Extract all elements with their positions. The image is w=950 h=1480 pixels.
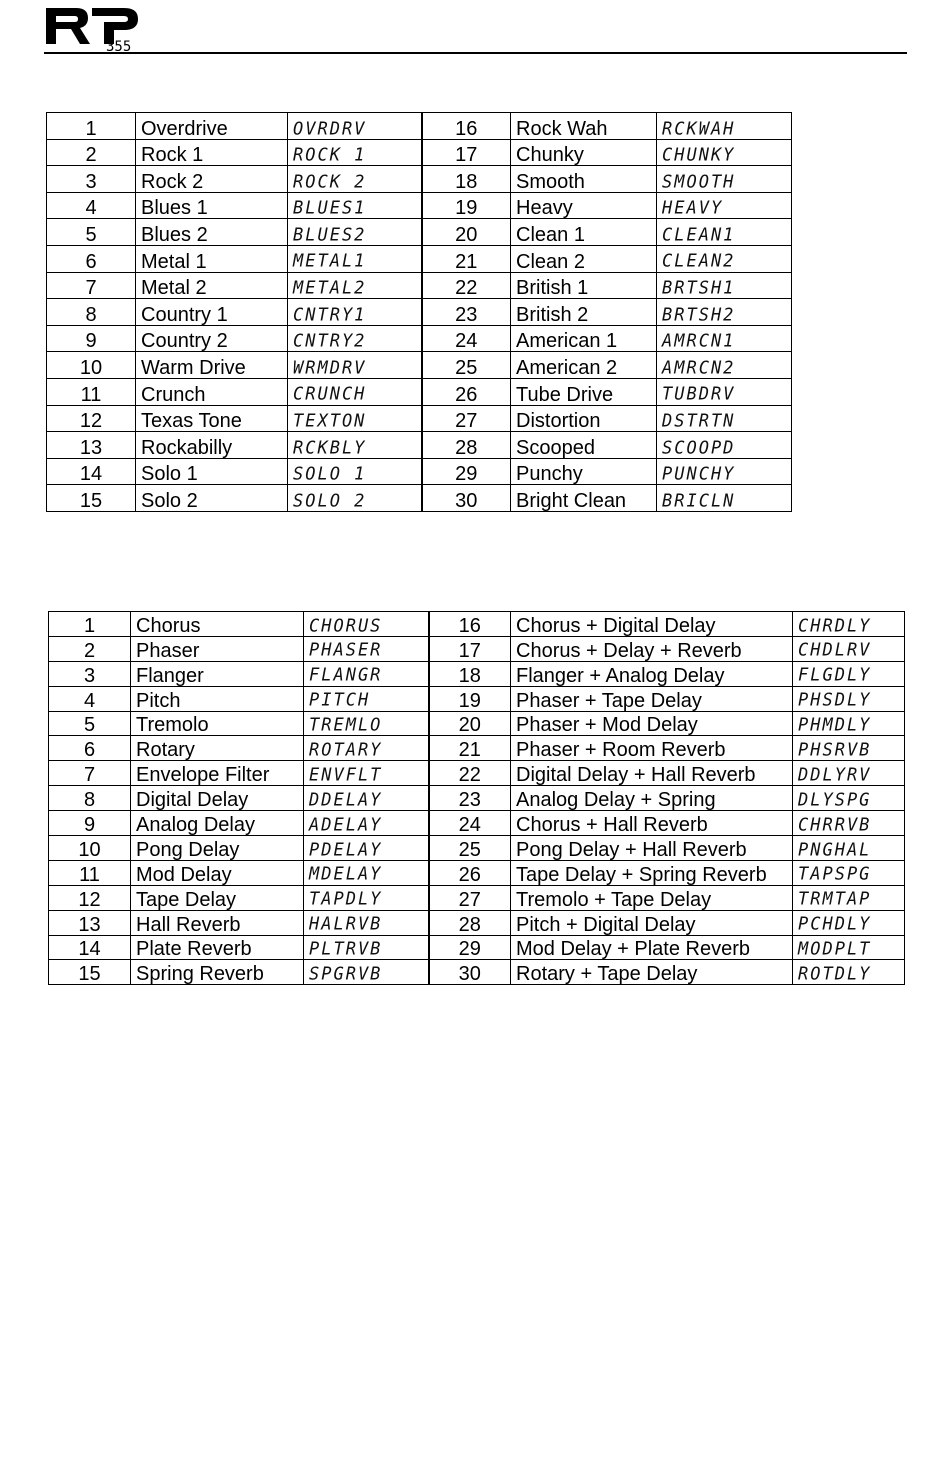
preset-number-cell: 22 — [422, 272, 511, 299]
preset-number-cell: 7 — [47, 272, 136, 299]
preset-name-cell: Overdrive — [136, 113, 288, 140]
preset-name-cell: Analog Delay — [131, 811, 304, 836]
logo-model: 355 — [106, 39, 132, 52]
preset-number-cell: 21 — [429, 736, 511, 761]
preset-name-cell: Spring Reverb — [131, 960, 304, 985]
preset-name-cell: American 2 — [511, 352, 657, 379]
preset-name-cell: Phaser — [131, 636, 304, 661]
preset-number-cell: 8 — [47, 299, 136, 326]
preset-number-cell: 5 — [49, 711, 131, 736]
lcd-display-name-cell: PLTRVB — [304, 934, 429, 960]
preset-number-cell: 26 — [429, 860, 511, 885]
lcd-display-name-cell: BRTSH2 — [657, 298, 792, 326]
preset-name-cell: Rockabilly — [136, 432, 288, 459]
preset-number-cell: 28 — [429, 910, 511, 935]
preset-name-cell: Warm Drive — [136, 352, 288, 379]
lcd-display-name-cell: ROCK 1 — [288, 138, 422, 166]
lcd-display-name-cell: PHMDLY — [793, 710, 905, 736]
effect-row — [49, 612, 905, 637]
preset-name-cell: Blues 2 — [136, 219, 288, 246]
preset-number-cell: 17 — [422, 139, 511, 166]
lcd-display-name-cell: DSTRTN — [657, 404, 792, 432]
lcd-display-name-cell: TRMTAP — [793, 885, 905, 911]
amp-model-row — [47, 432, 792, 459]
preset-name-cell: Solo 1 — [136, 458, 288, 485]
effect-row — [49, 786, 905, 811]
lcd-display-name-cell: PNGHAL — [793, 835, 905, 861]
effect-row — [49, 935, 905, 960]
preset-name-cell: Flanger + Analog Delay — [511, 661, 793, 686]
preset-name-cell: Rock Wah — [511, 113, 657, 140]
lcd-display-name-cell: PHSDLY — [793, 686, 905, 712]
preset-name-cell: Digital Delay — [131, 786, 304, 811]
preset-name-cell: Digital Delay + Hall Reverb — [511, 761, 793, 786]
preset-number-cell: 21 — [422, 245, 511, 272]
preset-number-cell: 18 — [422, 166, 511, 193]
lcd-display-name-cell: PITCH — [304, 686, 429, 712]
preset-name-cell: Analog Delay + Spring — [511, 786, 793, 811]
preset-name-cell: Texas Tone — [136, 405, 288, 432]
effects-table — [48, 611, 905, 985]
preset-number-cell: 18 — [429, 661, 511, 686]
preset-name-cell: Mod Delay — [131, 860, 304, 885]
amp-model-row — [47, 405, 792, 432]
lcd-display-name-cell: METAL1 — [288, 245, 422, 273]
preset-name-cell: Phaser + Mod Delay — [511, 711, 793, 736]
amp-model-row — [47, 192, 792, 219]
preset-number-cell: 27 — [422, 405, 511, 432]
preset-number-cell: 2 — [49, 636, 131, 661]
lcd-display-name-cell: TAPDLY — [304, 885, 429, 911]
preset-name-cell: Tremolo + Tape Delay — [511, 885, 793, 910]
preset-number-cell: 4 — [49, 686, 131, 711]
lcd-display-name-cell: ROCK 2 — [288, 165, 422, 193]
preset-number-cell: 14 — [47, 458, 136, 485]
preset-name-cell: Chorus + Delay + Reverb — [511, 636, 793, 661]
lcd-display-name-cell: SOLO 1 — [288, 458, 422, 486]
lcd-display-name-cell: DDLYRV — [793, 760, 905, 786]
lcd-display-name-cell: PCHDLY — [793, 910, 905, 936]
preset-number-cell: 15 — [49, 960, 131, 985]
preset-name-cell: Rotary + Tape Delay — [511, 960, 793, 985]
preset-number-cell: 13 — [47, 432, 136, 459]
preset-number-cell: 15 — [47, 485, 136, 512]
preset-number-cell: 19 — [422, 192, 511, 219]
preset-name-cell: Clean 2 — [511, 245, 657, 272]
lcd-display-name-cell: RCKWAH — [657, 112, 792, 140]
amp-model-row — [47, 378, 792, 405]
preset-name-cell: Country 2 — [136, 325, 288, 352]
preset-number-cell: 22 — [429, 761, 511, 786]
preset-name-cell: Chorus + Hall Reverb — [511, 811, 793, 836]
effect-row — [49, 761, 905, 786]
preset-number-cell: 23 — [429, 786, 511, 811]
lcd-display-name-cell: OVRDRV — [288, 112, 422, 140]
preset-number-cell: 14 — [49, 935, 131, 960]
lcd-display-name-cell: TAPSPG — [793, 860, 905, 886]
preset-name-cell: Rotary — [131, 736, 304, 761]
preset-name-cell: Pong Delay — [131, 836, 304, 861]
preset-name-cell: Tape Delay + Spring Reverb — [511, 860, 793, 885]
preset-number-cell: 6 — [47, 245, 136, 272]
preset-name-cell: Metal 2 — [136, 272, 288, 299]
lcd-display-name-cell: PHSRVB — [793, 735, 905, 761]
preset-number-cell: 24 — [429, 811, 511, 836]
preset-number-cell: 13 — [49, 910, 131, 935]
lcd-display-name-cell: PUNCHY — [657, 458, 792, 486]
lcd-display-name-cell: AMRCN1 — [657, 325, 792, 353]
preset-number-cell: 29 — [429, 935, 511, 960]
preset-number-cell: 29 — [422, 458, 511, 485]
header-rule — [44, 52, 907, 54]
preset-name-cell: Tape Delay — [131, 885, 304, 910]
lcd-display-name-cell: BLUES2 — [288, 218, 422, 246]
lcd-display-name-cell: CHDLRV — [793, 636, 905, 662]
preset-number-cell: 12 — [47, 405, 136, 432]
effect-row — [49, 636, 905, 661]
amp-model-row — [47, 485, 792, 512]
amp-model-row — [47, 352, 792, 379]
preset-number-cell: 16 — [429, 612, 511, 637]
preset-number-cell: 17 — [429, 636, 511, 661]
preset-name-cell: Heavy — [511, 192, 657, 219]
amp-models-table — [46, 112, 792, 512]
amp-model-row — [47, 272, 792, 299]
lcd-display-name-cell: ENVFLT — [304, 760, 429, 786]
preset-name-cell: Country 1 — [136, 299, 288, 326]
preset-name-cell: American 1 — [511, 325, 657, 352]
preset-number-cell: 16 — [422, 113, 511, 140]
preset-number-cell: 25 — [429, 836, 511, 861]
effect-row — [49, 836, 905, 861]
lcd-display-name-cell: SCOOPD — [657, 431, 792, 459]
effect-row — [49, 960, 905, 985]
preset-name-cell: Phaser + Tape Delay — [511, 686, 793, 711]
lcd-display-name-cell: FLGDLY — [793, 661, 905, 687]
amp-model-row — [47, 299, 792, 326]
preset-name-cell: Pitch — [131, 686, 304, 711]
preset-name-cell: Pong Delay + Hall Reverb — [511, 836, 793, 861]
preset-name-cell: Solo 2 — [136, 485, 288, 512]
preset-number-cell: 7 — [49, 761, 131, 786]
preset-number-cell: 24 — [422, 325, 511, 352]
preset-number-cell: 1 — [49, 612, 131, 637]
preset-name-cell: Phaser + Room Reverb — [511, 736, 793, 761]
effect-row — [49, 885, 905, 910]
effect-row — [49, 860, 905, 885]
lcd-display-name-cell: DLYSPG — [793, 785, 905, 811]
preset-number-cell: 11 — [47, 378, 136, 405]
preset-number-cell: 6 — [49, 736, 131, 761]
amp-model-row — [47, 166, 792, 193]
preset-name-cell: Mod Delay + Plate Reverb — [511, 935, 793, 960]
preset-name-cell: Chorus — [131, 612, 304, 637]
preset-number-cell: 11 — [49, 860, 131, 885]
preset-number-cell: 3 — [47, 166, 136, 193]
preset-name-cell: Envelope Filter — [131, 761, 304, 786]
lcd-display-name-cell: AMRCN2 — [657, 351, 792, 379]
preset-name-cell: Chorus + Digital Delay — [511, 612, 793, 637]
preset-name-cell: Plate Reverb — [131, 935, 304, 960]
lcd-display-name-cell: FLANGR — [304, 661, 429, 687]
lcd-display-name-cell: CHUNKY — [657, 138, 792, 166]
preset-name-cell: Hall Reverb — [131, 910, 304, 935]
lcd-display-name-cell: METAL2 — [288, 271, 422, 299]
preset-name-cell: Clean 1 — [511, 219, 657, 246]
lcd-display-name-cell: HEAVY — [657, 192, 792, 220]
preset-number-cell: 4 — [47, 192, 136, 219]
preset-number-cell: 27 — [429, 885, 511, 910]
preset-number-cell: 23 — [422, 299, 511, 326]
preset-number-cell: 20 — [422, 219, 511, 246]
preset-number-cell: 28 — [422, 432, 511, 459]
lcd-display-name-cell: WRMDRV — [288, 351, 422, 379]
lcd-display-name-cell: CLEAN2 — [657, 245, 792, 273]
preset-number-cell: 8 — [49, 786, 131, 811]
preset-name-cell: Distortion — [511, 405, 657, 432]
lcd-display-name-cell: RCKBLY — [288, 431, 422, 459]
preset-number-cell: 30 — [422, 485, 511, 512]
preset-name-cell: Scooped — [511, 432, 657, 459]
preset-name-cell: Rock 1 — [136, 139, 288, 166]
lcd-display-name-cell: CHORUS — [304, 611, 429, 637]
lcd-display-name-cell: BLUES1 — [288, 192, 422, 220]
preset-number-cell: 19 — [429, 686, 511, 711]
lcd-display-name-cell: MODPLT — [793, 934, 905, 960]
lcd-display-name-cell: DDELAY — [304, 785, 429, 811]
lcd-display-name-cell: PDELAY — [304, 835, 429, 861]
amp-model-row — [47, 219, 792, 246]
preset-number-cell: 5 — [47, 219, 136, 246]
lcd-display-name-cell: TUBDRV — [657, 378, 792, 406]
preset-name-cell: Blues 1 — [136, 192, 288, 219]
preset-name-cell: Bright Clean — [511, 485, 657, 512]
amp-model-row — [47, 325, 792, 352]
preset-name-cell: Crunch — [136, 378, 288, 405]
lcd-display-name-cell: CNTRY1 — [288, 298, 422, 326]
lcd-display-name-cell: ADELAY — [304, 810, 429, 836]
preset-number-cell: 1 — [47, 113, 136, 140]
preset-number-cell: 10 — [49, 836, 131, 861]
preset-number-cell: 3 — [49, 661, 131, 686]
amp-model-row — [47, 139, 792, 166]
preset-name-cell: Tube Drive — [511, 378, 657, 405]
amp-model-row — [47, 245, 792, 272]
effect-row — [49, 686, 905, 711]
effect-row — [49, 910, 905, 935]
effect-row — [49, 661, 905, 686]
preset-number-cell: 9 — [49, 811, 131, 836]
preset-name-cell: Pitch + Digital Delay — [511, 910, 793, 935]
lcd-display-name-cell: ROTDLY — [793, 959, 905, 985]
preset-number-cell: 30 — [429, 960, 511, 985]
preset-number-cell: 9 — [47, 325, 136, 352]
lcd-display-name-cell: PHASER — [304, 636, 429, 662]
lcd-display-name-cell: TEXTON — [288, 404, 422, 432]
effect-row — [49, 811, 905, 836]
rp355-logo — [44, 4, 144, 52]
preset-name-cell: British 1 — [511, 272, 657, 299]
lcd-display-name-cell: HALRVB — [304, 910, 429, 936]
lcd-display-name-cell: SPGRVB — [304, 959, 429, 985]
preset-name-cell: Chunky — [511, 139, 657, 166]
preset-name-cell: British 2 — [511, 299, 657, 326]
preset-name-cell: Tremolo — [131, 711, 304, 736]
lcd-display-name-cell: BRTSH1 — [657, 271, 792, 299]
lcd-display-name-cell: CHRRVB — [793, 810, 905, 836]
preset-name-cell: Metal 1 — [136, 245, 288, 272]
lcd-display-name-cell: CRUNCH — [288, 378, 422, 406]
lcd-display-name-cell: MDELAY — [304, 860, 429, 886]
lcd-display-name-cell: CNTRY2 — [288, 325, 422, 353]
lcd-display-name-cell: ROTARY — [304, 735, 429, 761]
lcd-display-name-cell: TREMLO — [304, 710, 429, 736]
preset-name-cell: Punchy — [511, 458, 657, 485]
lcd-display-name-cell: CLEAN1 — [657, 218, 792, 246]
preset-number-cell: 26 — [422, 378, 511, 405]
lcd-display-name-cell: BRICLN — [657, 484, 792, 512]
effect-row — [49, 736, 905, 761]
preset-name-cell: Smooth — [511, 166, 657, 193]
effect-row — [49, 711, 905, 736]
preset-number-cell: 12 — [49, 885, 131, 910]
amp-model-row — [47, 113, 792, 140]
lcd-display-name-cell: SMOOTH — [657, 165, 792, 193]
preset-number-cell: 2 — [47, 139, 136, 166]
preset-number-cell: 20 — [429, 711, 511, 736]
amp-model-row — [47, 458, 792, 485]
preset-number-cell: 25 — [422, 352, 511, 379]
lcd-display-name-cell: SOLO 2 — [288, 484, 422, 512]
preset-name-cell: Rock 2 — [136, 166, 288, 193]
preset-name-cell: Flanger — [131, 661, 304, 686]
preset-number-cell: 10 — [47, 352, 136, 379]
lcd-display-name-cell: CHRDLY — [793, 611, 905, 637]
